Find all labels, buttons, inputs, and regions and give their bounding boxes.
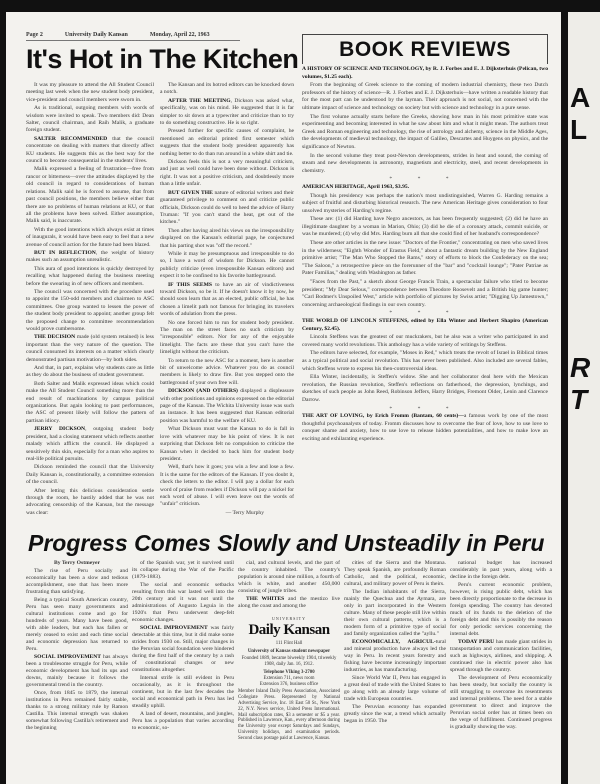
review-paragraph: These are other articles in the new issue: "Doctors of the Frontier," concentrating on men who saved lives in the wilderness; "Eighth Wonder of Erastus Field," about a fantastic dream building by the New England primitive artist; "The Man Who Stopped the Rams," story of efforts to block the Confederacy on the sea; "The Saloon," a retrospective piece on the forerunner of the "bar" and "cocktail lounge"; "Pater Patriae as Pater Familias," dealing with Washington as father. (302, 240, 548, 277)
paragraph-text: , the weight of history makes such an assumption unrealistic. (26, 249, 155, 264)
paragraph-text: national budget has increased considerably in past years, along with a decline in the foreign debt. (450, 560, 552, 580)
review-paragraph: Though his presidency was perhaps the nation's most undistinguished, Warren G. Harding remains a subject of fruitful and disturbing historical research. The new American Heritage gives consideration to four unsolved mysteries of Harding's regime. (302, 192, 548, 214)
paragraph (26, 426, 154, 463)
paragraph (450, 639, 552, 674)
separator: * * * (389, 405, 461, 412)
editorial-column-1 (26, 82, 154, 518)
separator: * * * (389, 310, 461, 317)
paragraph-lead: AFTER THE MEETING (168, 97, 231, 104)
paragraph (26, 82, 154, 104)
paragraph (450, 675, 552, 731)
paragraph-text: made (old system retained) is less important than the very nature of the question. The council consumed its interests on a matter which clearly demonstrated partisan motivation—by both sides. (26, 334, 154, 363)
paragraph (26, 227, 154, 249)
paragraph-text: Dickson feels this is not a very meaningful criticism, and just as well could have been done without. Dickson is right. It was not a positive criticism, and doubtlessly more than a little unfair. (160, 159, 294, 188)
paragraph-text: This aura of good intentions is quickly destroyed by recalling what happened during the business meeting before the swearing in of new officers and members. (26, 265, 154, 287)
book-reviews-box (302, 34, 548, 64)
paragraph-lead: SOCIAL IMPROVEMENT (34, 654, 101, 660)
paragraph (26, 488, 154, 518)
paragraph-text: It was my pleasure to attend the All Student Council meeting last week when the new student body president, vice-president and council members were sworn in. (26, 82, 154, 103)
paragraph-text: And that, in part, explains why students care as little as they do about the business of student government. (26, 365, 154, 379)
peru-column-2 (132, 560, 234, 733)
masthead-logo: Daily Kansan (248, 621, 330, 638)
paragraph-text: The council was concerned with the procedure used to appoint the 150-odd members and chairmen to ASC committees. One group wanted to lessen the power of the student body president to appoint; another group felt the proposed change to committee recommendation would prove cumbersome. (26, 288, 154, 332)
paragraph (160, 388, 294, 425)
paragraph (132, 582, 234, 624)
peru-column-3-text (238, 560, 340, 610)
review-paragraph: Ella Winter, incidentally, is Steffen's widow. She and her collaborator deal here with the Mexican revolution, the Russian revolution, Steffen's reflections on fatherhood, the depression, lynchings, and sketches of such people as John Reed, Robinson Jeffers, Harry Bridges, Fremont Older, Lenin and Clarence Darrow. (302, 374, 548, 403)
paragraph (26, 568, 128, 596)
paragraph (132, 560, 234, 581)
review-heading: AMERICAN HERITAGE, April 1963, $3.95. (302, 183, 410, 190)
book-reviews-title: BOOK REVIEWS (339, 38, 511, 61)
paragraph-text: The development of Peru economically has been steady, but socially the country is still struggling to overcome its resentments and internal problems. The need for a stable government to direct and improve the Peruvian social order has at times been on the verge of fulfillment. Continued progress is gradually showing the way. (450, 675, 552, 730)
issue-date: Monday, April 22, 1963 (149, 32, 210, 38)
page-number: Page 2 (26, 32, 43, 38)
masthead-kicker: UNIVERSITY (272, 616, 306, 621)
review-paragraph: From the beginning of Greek science to the coming of modern industrial chemistry, these two Dutch professors of the history of science—R. J. Forbes and E. J. Dijksterhuis—have written a readable history that for the most part can be understood by the layman. Their approach is not social, not concerned with the ultimate impact of science and technology on society but with science and technology in a pure sense. (302, 82, 548, 111)
paragraph (160, 320, 294, 357)
review-paragraph: Lincoln Steffens was the greatest of our muckrakers, but he also was a writer who participated in and covered many world revolutions. This anthology has a wide variety of writings by Steffens. (302, 334, 548, 348)
peru-column-4 (344, 560, 446, 726)
paragraph (344, 589, 446, 638)
paragraph-text: cities of the Sierra and the Montana. They speak Spanish, are profoundly Roman Catholic, and the political, economic, cultural, and military power of Peru is theirs. (344, 560, 446, 587)
masthead-ext-news: Extension 711, news room (263, 675, 315, 681)
masthead-ext-business: Extension 376, business office (259, 681, 319, 687)
peru-column-1 (26, 560, 128, 733)
paragraph-text: While it may be presumptuous and irresponsible to do so, I have a word of wisdom for Dickson. He cannot publicly criticize (even irresponsible Kansan editors) and expect it to be confined to his favorite battleground. (160, 250, 294, 280)
review-heading: THE ART OF LOVING, by Erich Fromm (Bantam, 60 cents)— (302, 413, 464, 420)
paragraph-text: nature of editorial writers and their guaranteed privilege to comment on and criticize public officials, Dickson could do well to heed the advice of Harry Truman: "If you can't stand the heat, get out of the kitchen." (160, 189, 295, 226)
masthead-subtitle: University of Kansas student newspaper (247, 648, 331, 654)
paragraph-text: The social and economic setbacks resulting from this war lasted well into the 20th century and it was not until the administrations of Augusto Leguia in the 1920's that Peru underwent deep-felt economic changes. (132, 582, 234, 623)
paragraph-text: Being a typical South American country, Peru has seen many governments and cultural institutions come and go for hundreds of years. Many have been good, with able leaders, but each has fallen or merely ceased to exist and each time social and economic depression has returned to Peru. (26, 597, 128, 652)
next-page-letter: A (570, 82, 591, 113)
paragraph (160, 282, 294, 319)
book-reviews-column (302, 66, 548, 445)
separator: * * * (389, 176, 461, 183)
paragraph-text: The rise of Peru socially and economically has been a slow and tedious accomplishment, one that has been more frustrating than satisfying. (26, 568, 128, 595)
paragraph-text: cial, and cultural levels, and the part of the country inhabited. The country's population is around nine million, a fourth of which is white, and another 450,000 consisting of jungle tribes. (238, 560, 340, 594)
paragraph-text: With the good intentions which always exist at times of inaugurals, it would have been easy to feel that a new avenue of council action for the future had been blazed. (26, 226, 154, 248)
adjacent-page-edge (568, 12, 600, 784)
next-page-letter: R (570, 352, 591, 383)
paragraph-lead: SALTER RECOMMENDED (34, 135, 108, 142)
paragraph (450, 582, 552, 638)
paragraph-lead: JERRY DICKSON (34, 426, 86, 433)
paragraph-lead: IF THIS SEEMS (168, 281, 213, 288)
next-page-letter: L (570, 114, 588, 145)
paragraph (26, 365, 154, 380)
paragraph-text: displayed a displeasure with other positions and opinions expressed on the editorial page of the Kansan. The Wichita University issue was such an instance. It has been suggested that Kansan editorial position was harmful to the welfare of KU. (160, 388, 294, 424)
paragraph (238, 560, 340, 595)
paragraph (26, 250, 154, 265)
review-paragraph: The first volume actually starts before the Greeks, showing how man in his most primitive state was experimenting and becoming interested in what he saw about him and what it might mean. The authors treat Greek and Roman engineering and technology, the rise of astrology and alchemy, science in the Middle Ages, the developments of medieval technology, the impact of Galileo, Descartes and Huygens on physics, and the significance of Newton. (302, 113, 548, 150)
paragraph-text: that the council concentrate on dealing with matters that directly affect KU students. He suggests this as the best way for the council to become consequential in the students' lives. (26, 135, 154, 165)
paragraph-text: of the Spanish war, yet it survived until its collapse during the War of the Pacific (1879-1883). (132, 560, 234, 580)
paragraph (132, 711, 234, 732)
paragraph-lead: BUT IN REFLECTION (34, 249, 96, 256)
review-paragraph: a famous work by one of the most thoughtful psychoanalysts of today. Fromm discusses how to overcome the fear of love, how to use love to conquer shame and anxiety, how to use love to release hidden potentialities, and how to make love an exciting and exhilarating experience. (302, 413, 548, 442)
paragraph (160, 251, 294, 281)
paragraph (160, 190, 294, 227)
review-paragraph: These are: (1) did Harding have Negro ancestors, as has been frequently suggested; (2) did he have an illegitimate daughter by a woman in Marion, Ohio; (3) did he die of a coronary attack, commit suicide, or was he murdered; (4) why did Mrs. Harding burn all that she could find of her husband's correspondence? (302, 216, 548, 238)
paragraph-text: has always been a troublesome struggle for Peru, while economic development has had its ups and downs, mainly because it follows the governmental trend in the country. (26, 654, 128, 688)
paragraph (160, 159, 294, 189)
paragraph-lead: SOCIAL IMPROVEMENT (140, 625, 208, 631)
paragraph-lead: THE WHITES (246, 596, 285, 602)
review-item (302, 413, 548, 443)
paragraph (26, 690, 128, 732)
paragraph-text: Both Salter and Malik expressed ideas which could make the All Student Council something more than the end result of machinations by campus political organizations. But again looking to past performances, the ASC of present likely will follow the pattern of partisan idiocy. (26, 380, 154, 424)
paragraph-text: Once, from 1845 to 1879, the internal institutions in Peru remained fairly stable, thanks to a strong military rule by Ramon Castilla. This internal strength was shaken somewhat following Castilla's retirement and the beginning (26, 690, 128, 731)
paragraph-lead: ECONOMICALLY, AGRICUL- (352, 639, 436, 645)
paragraph-text: No one forced him to run for student body president. The man on the street faces no such criticism by "irresponsible" editors. Nor for any of the enjoyable limelight. The facts are these that you can't have the limelight without the criticism. (160, 319, 294, 356)
paragraph (26, 105, 154, 135)
paragraph (26, 334, 154, 364)
paragraph-lead: TODAY PERU (458, 639, 495, 645)
paragraph-text: Since World War II, Peru has engaged in a great deal of trade with the United States to go along with an already large volume of trade with European countries. (344, 675, 446, 702)
paragraph (26, 597, 128, 653)
paragraph (132, 625, 234, 674)
paragraph-lead: DICKSON (AND OTHERS) (168, 388, 238, 395)
masthead-address: 111 Flint Hall (275, 640, 303, 646)
paragraph-text: has made giant strides in transportation and communication facilities, such as highways, airlines, and shipping. A continued rise in electric power also has spread through the country. (450, 639, 552, 673)
paragraph (160, 228, 294, 250)
paragraph-text: , outgoing student body president, had a closing statement which reflects another malady which afflicts the council. He displayed a sensitively thin skin, especially for a man who aspires to real-life political pursuits. (26, 426, 154, 462)
paper-name: University Daily Kansan (64, 32, 128, 38)
paragraph-lead: BUT GIVEN THE (168, 189, 213, 196)
paragraph-text: , Dickson was asked what, specifically, was on his mind. He suggested that it is far simpler to sit down at a typewriter and criticize than to try to do something constructive. He is so right. (160, 97, 294, 127)
paragraph-text: Dickson reminded the council that the University Daily Kansan is, constitutionally, a committee extension of the council. (26, 464, 154, 486)
paragraph-text: Peru's current economic problem, however, is rising public debt, which has been directly proportionate to the decrease in foreign spending. The country has devoted much of its funds to the deletion of the foreign debt and this is possibly the reason for only periodic services concerning the internal debt. (450, 582, 552, 637)
paragraph (26, 136, 154, 166)
paragraph-text: The Peruvian economy has expanded greatly since the war, a trend which actually began in 1950. The (344, 704, 446, 724)
paragraph (344, 675, 446, 703)
review-heading: THE WORLD OF LINCOLN STEFFENS, edited by Ella Winter and Herbert Shapiro (American Century, $2.45). (302, 318, 548, 332)
next-page-letter: T (570, 384, 588, 415)
paragraph (26, 381, 154, 425)
paragraph-text: The Indian inhabitants of the Sierra, mainly the Quechua and the Aymara, are only in part incorporated in the Western culture. Many of these people still live within their own cultural patterns, which is a modern form of a primitive type of social and family organization called the "ayllu." (344, 589, 446, 637)
paragraph-text: A land of desert, mountains, and jungles, Peru has a population that varies according to economic, so- (132, 711, 234, 731)
paragraph-text: What Dickson must want the Kansan to do is fall in love with whatever may be his point of view. It is not surprising that Dickson felt no compulsion to criticize the Kansan when it decided to back him for student body president. (160, 426, 294, 462)
signature: — Terry Murphy (225, 509, 264, 516)
paragraph-lead: THE DECISION (34, 334, 76, 341)
paragraph (344, 639, 446, 674)
paragraph-text: Internal strife is still evident in Peru occasionally, as it is throughout the continent, but in the last few decades the social and economical path in Peru has led steadily uphill. (132, 675, 234, 709)
paragraph (132, 675, 234, 710)
paragraph-text: After letting this delicious consideration settle through the room, he hastily added that he was not advocating censorship of the Kansan, but the message was clear: (26, 487, 154, 516)
masthead-body: Member Inland Daily Press Association, Associated Collegiate Press. Represented by National Advertising Service, Inc. 18 East 50 St., New York 22, N.Y. News service, United Press International. Mail subscription rates, $3 a semester or $5 a year. Published in Lawrence, Kan., every afternoon during the University year except Saturdays and Sundays, University holidays, and examination periods. Second class postage paid at Lawrence, Kansas. (238, 689, 340, 741)
paragraph-text: Pressed further for specific causes of complaint, he mentioned an editorial printed first semester which suggests that the student body president apparently has nothing better to do than run around in a white shirt and tie. (160, 128, 294, 157)
paragraph (26, 654, 128, 689)
masthead (238, 616, 340, 742)
paragraph (160, 82, 294, 97)
paragraph (160, 426, 294, 463)
newspaper-page (6, 12, 561, 784)
paragraph (344, 704, 446, 725)
paragraph (344, 560, 446, 588)
editorial-column-2 (160, 82, 294, 518)
paragraph (160, 128, 294, 158)
peru-headline: Progress Comes Slowly and Unsteadily in Peru (28, 530, 545, 556)
paragraph-text: was fairly detectable at this time, but it did make some strides from 1930 on. Still, major changes in the Peruvian social foundation were hindered during the first half of the century by a rash of constitutional changes or new constitutions altogether. (132, 625, 234, 673)
paragraph-text: The Kansan and its hotrod editors can be knocked down a notch. (160, 82, 294, 96)
paragraph-text: and the mestizo live along the coast and among the (238, 596, 340, 609)
paragraph (160, 98, 294, 128)
paragraph (160, 358, 294, 388)
peru-column-3 (238, 560, 340, 744)
paragraph-text: To return to the new ASC for a moment, here is another bit of unwelcome advice. Whatever you do as council members is likely to draw fire. But you stepped onto the battleground of your own free will. (160, 357, 294, 386)
peru-column-5 (450, 560, 552, 732)
folio-line (26, 32, 240, 41)
paragraph-text: to have an air of vindictiveness toward Dickson, so be it. If he doesn't know it by now, he should soon learn that as an elected, public official, he has chosen a limelit path not famous for bringing its travelers words of adulation from the press. (160, 281, 294, 318)
review-heading: A HISTORY OF SCIENCE AND TECHNOLOGY, by R. J. Forbes and E. J. Dijksterhuis (Pelican, two volumes, $1.25 each). (302, 66, 548, 80)
paragraph (160, 464, 294, 508)
paragraph-text: tural and mineral production have always led the way in Peru. In recent years forestry and fishing have become increasingly important industries, as has manufacturing. (344, 639, 446, 673)
review-paragraph: In the second volume they treat post-Newton developments, strides in heat and sound, the coming of steam and new developments in astronomy, magnetism and electricity, steel, and recent developments in chemistry. (302, 152, 548, 174)
masthead-founded: Founded 1889, became biweekly 1904, triweekly 1908, daily Jan. 16, 1912. (241, 656, 337, 668)
paragraph (26, 464, 154, 486)
paragraph-text: Then after having aired his views on the irresponsibility displayed on the Kansan's editorial page, he conjectured that his parting shot was "off the record." (160, 227, 294, 249)
paragraph-text: As is traditional, outgoing members with words of wisdom were invited to speak. Two members did: Dean Salter, council chairman, and Raih Malik, a graduate foreign student. (26, 105, 154, 134)
masthead-phone: Telephone VIking 3-2700 (263, 669, 315, 675)
paragraph (26, 266, 154, 288)
paragraph (450, 560, 552, 581)
paragraph (26, 166, 154, 225)
paragraph-text: Malik expressed a feeling of frustration—free from rancor or bitterness—over the attitudes displayed by the old council in regard to considerations of human relations. Malik said he is forced to assume, that from past council positions, the members believe either that there are no problems of human relations at KU, or that all the problems have been solved. Either assumption, Malik said, is inaccurate. (26, 166, 154, 225)
review-paragraph: The editors have selected, for example, "Moses in Red," which treats the revolt of Israel in Biblical times as a typical political and social revolution. This has never been published. Also included are several fables, which Steffens wrote to express his then-controversial ideas. (302, 350, 548, 372)
paragraph (26, 289, 154, 333)
byline: By Terry Ostmeyer (54, 560, 100, 566)
review-paragraph: "Faces from the Past," a sketch about George Francis Train, a spectacular failure who tried to become president; "My Dear Selous," correspondence between Theodore Roosevelt and a British big game hunter; "Carl Bodmer's Unspoiled West," article with portfolio of pictures by Swiss artist; "Digging Up Jamestown," concerning archaeological findings in our own country. (302, 279, 548, 308)
paragraph-text: Well, that's how it goes; you win a few and lose a few. It is the same for the editors of the Kansan. If you doubt it, check the letters to the editor. I will pay a dollar for each word of praise from readers if Dickson will pay a nickel for each word of abuse. I will even leave out the words of "unfair" criticism. (160, 464, 294, 508)
paragraph (238, 596, 340, 610)
editorial-headline: It's Hot in The Kitchen (26, 44, 299, 74)
